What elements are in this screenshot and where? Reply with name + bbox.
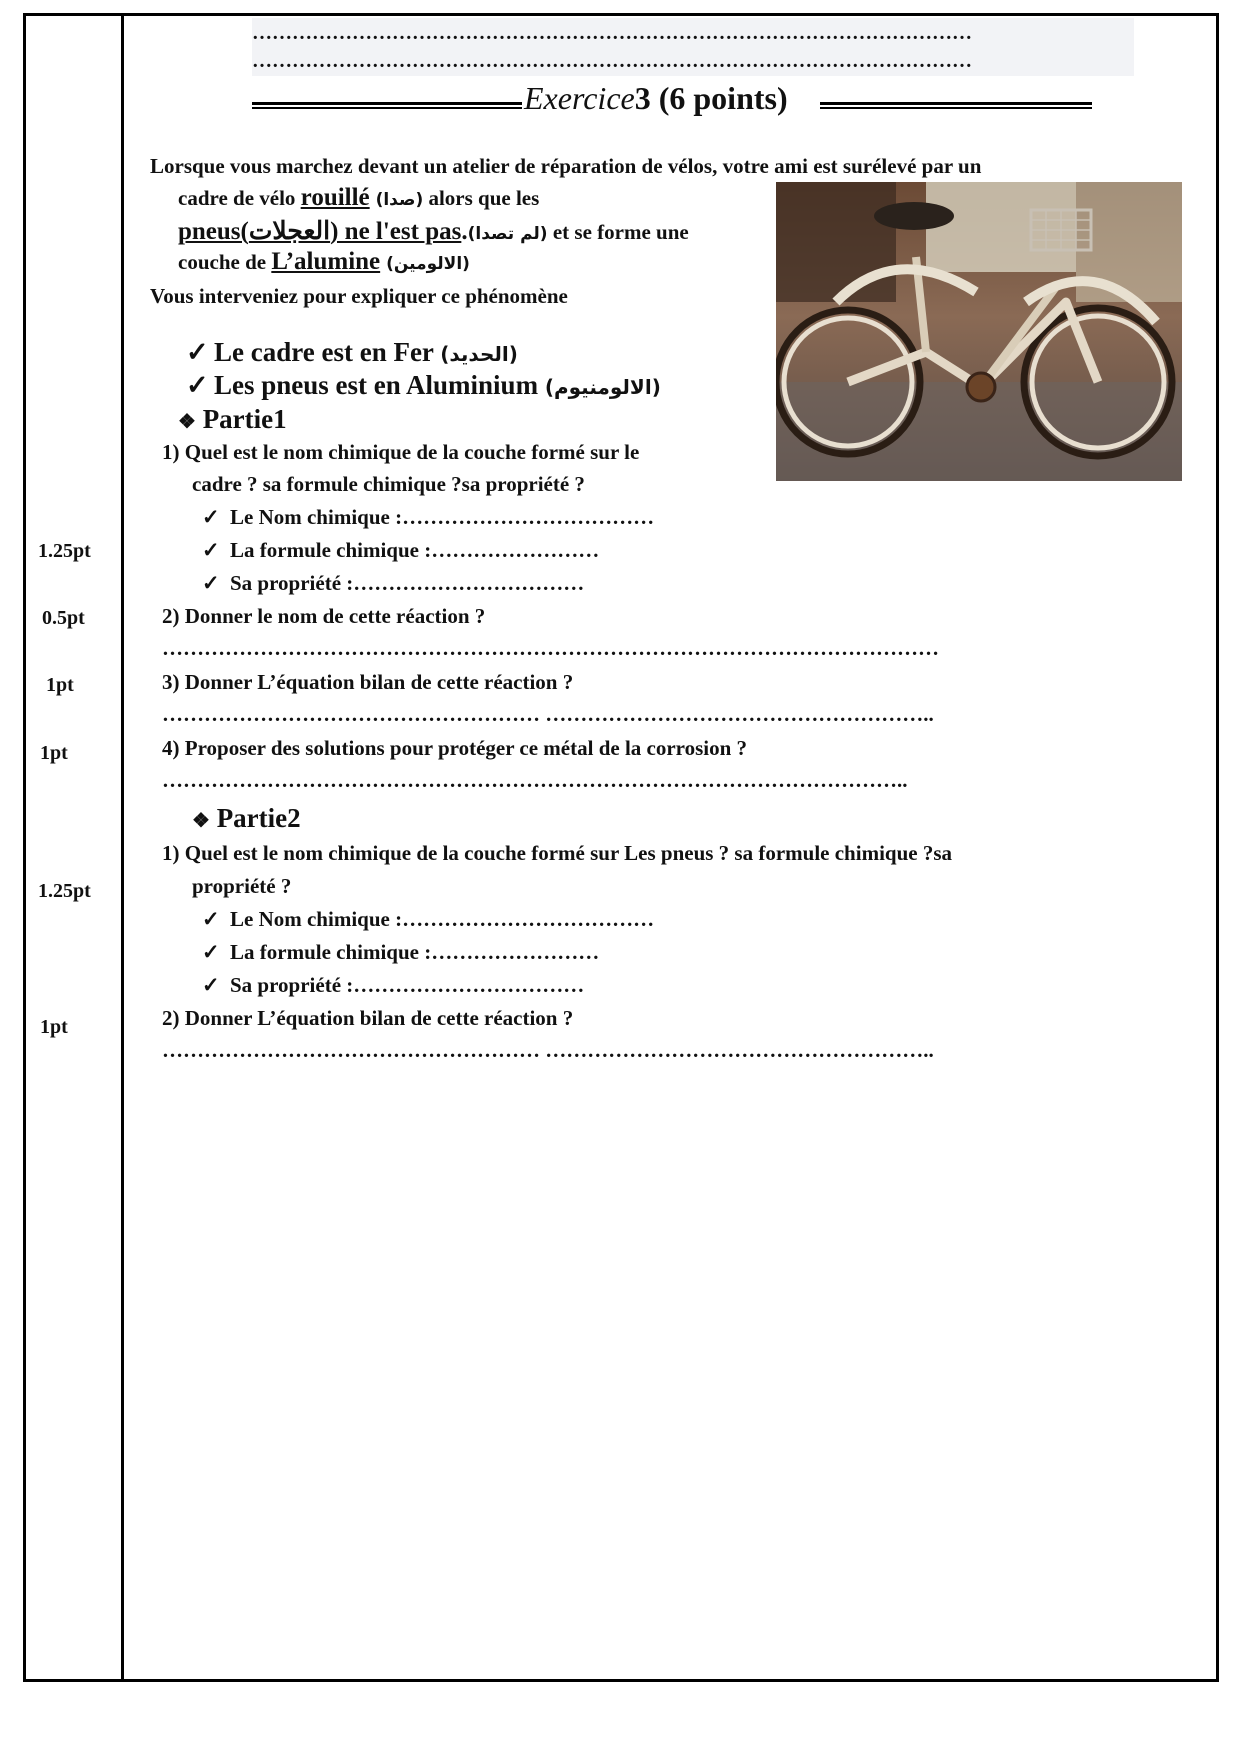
intro-line-5: Vous interveniez pour expliquer ce phénomène <box>150 284 568 308</box>
p1-check-text: Sa propriété :…………………………… <box>230 571 585 595</box>
p1-answer-dots-4: …………………………………………………………………………………………….. <box>162 768 908 792</box>
intro-text: et se forme une <box>547 220 689 244</box>
intro-text: alors que les <box>423 186 540 210</box>
title-number: 3 <box>634 80 651 116</box>
checkmark-icon: ✓ <box>202 571 220 595</box>
p1-answer-dots-3: ……………………………………………… ……………………………………………….. <box>162 702 934 726</box>
checkmark-icon: ✓ <box>202 973 220 997</box>
material-item-2 <box>186 370 661 401</box>
arabic-gloss: (لم تصدا) <box>467 224 548 244</box>
term-pneus: pneus(العجلات) ne l'est pas <box>178 218 462 245</box>
partie2-heading <box>192 803 301 834</box>
p1-question-3: 3) Donner L’équation bilan de cette réaction ? <box>162 670 574 694</box>
material-text: Les pneus est en Aluminium <box>214 370 545 400</box>
intro-text: cadre de vélo <box>178 186 301 210</box>
p2-check-text: Sa propriété :…………………………… <box>230 973 585 997</box>
points-p1-q2: 0.5pt <box>42 607 85 629</box>
points-p2-q2: 1pt <box>40 1016 68 1038</box>
bicycle-drawing <box>776 182 1182 481</box>
p1-check-3 <box>202 571 584 596</box>
checkmark-icon: ✓ <box>186 370 209 400</box>
p1-question-1-line-1: 1) Quel est le nom chimique de la couche formé sur le <box>162 440 640 464</box>
intro-line-2 <box>178 184 539 212</box>
points-p1-q1: 1.25pt <box>38 540 91 562</box>
intro-text: couche de <box>178 250 272 274</box>
p1-answer-dots-2: ………………………………………………………………………………………………… <box>162 636 939 660</box>
points-p1-q3: 1pt <box>46 674 74 696</box>
term-alumine: L’alumine <box>271 248 381 275</box>
checkmark-icon: ✓ <box>202 505 220 529</box>
margin-divider <box>121 13 124 1682</box>
exercise-title <box>252 80 1092 124</box>
partie1-title: Partie1 <box>202 404 287 434</box>
intro-line-4 <box>178 248 470 276</box>
arabic-gloss: (صدا) <box>369 190 424 210</box>
p2-check-text: Le Nom chimique :……………………………… <box>230 907 655 931</box>
p1-question-4: 4) Proposer des solutions pour protéger ce métal de la corrosion ? <box>162 736 748 760</box>
p2-check-2 <box>202 940 599 965</box>
intro-line-3 <box>178 216 689 246</box>
title-text <box>524 80 788 117</box>
diamond-bullet-icon: ❖ <box>192 810 210 832</box>
checkmark-icon: ✓ <box>202 907 220 931</box>
top-dots-line-2: ……………………………………………………………………………………………… <box>252 50 972 72</box>
p2-question-2: 2) Donner L’équation bilan de cette réaction ? <box>162 1006 574 1030</box>
intro-text: . <box>461 218 468 245</box>
material-text: Le cadre est en Fer <box>214 337 441 367</box>
points-p1-q4: 1pt <box>40 742 68 764</box>
p2-check-text: La formule chimique :…………………… <box>230 940 600 964</box>
checkmark-icon: ✓ <box>202 538 220 562</box>
arabic-gloss: (الالومنيوم) <box>544 375 661 399</box>
p1-question-2: 2) Donner le nom de cette réaction ? <box>162 604 486 628</box>
p2-check-3 <box>202 973 584 998</box>
points-p2-q1: 1.25pt <box>38 880 91 902</box>
p1-question-1-line-2: cadre ? sa formule chimique ?sa propriété ? <box>192 472 585 496</box>
p2-check-1 <box>202 907 654 932</box>
diamond-bullet-icon: ❖ <box>178 411 196 433</box>
term-rouille: rouillé <box>300 184 370 211</box>
title-word: Exercice <box>524 80 635 116</box>
title-points: (6 points) <box>650 80 788 116</box>
p1-check-2 <box>202 538 599 563</box>
partie2-title: Partie2 <box>216 803 301 833</box>
p2-answer-dots-2: ……………………………………………… ……………………………………………….. <box>162 1038 934 1062</box>
p1-check-text: La formule chimique :…………………… <box>230 538 600 562</box>
checkmark-icon: ✓ <box>186 337 209 367</box>
top-dots-line-1: ……………………………………………………………………………………………… <box>252 22 972 44</box>
checkmark-icon: ✓ <box>202 940 220 964</box>
title-rule-left <box>252 102 522 109</box>
partie1-heading <box>178 404 287 435</box>
rusty-bicycle-photo <box>776 182 1182 481</box>
material-item-1 <box>186 337 518 368</box>
arabic-gloss: (الالومين) <box>380 254 470 274</box>
arabic-gloss: (الحديد) <box>440 342 518 366</box>
p2-question-1-line-1: 1) Quel est le nom chimique de la couche formé sur Les pneus ? sa formule chimique ?sa <box>162 841 953 865</box>
p1-check-1 <box>202 505 654 530</box>
p1-check-text: Le Nom chimique :……………………………… <box>230 505 655 529</box>
p2-question-1-line-2: propriété ? <box>192 874 292 898</box>
intro-line-1: Lorsque vous marchez devant un atelier de réparation de vélos, votre ami est surélevé par un <box>150 154 982 178</box>
title-rule-right <box>820 102 1092 109</box>
